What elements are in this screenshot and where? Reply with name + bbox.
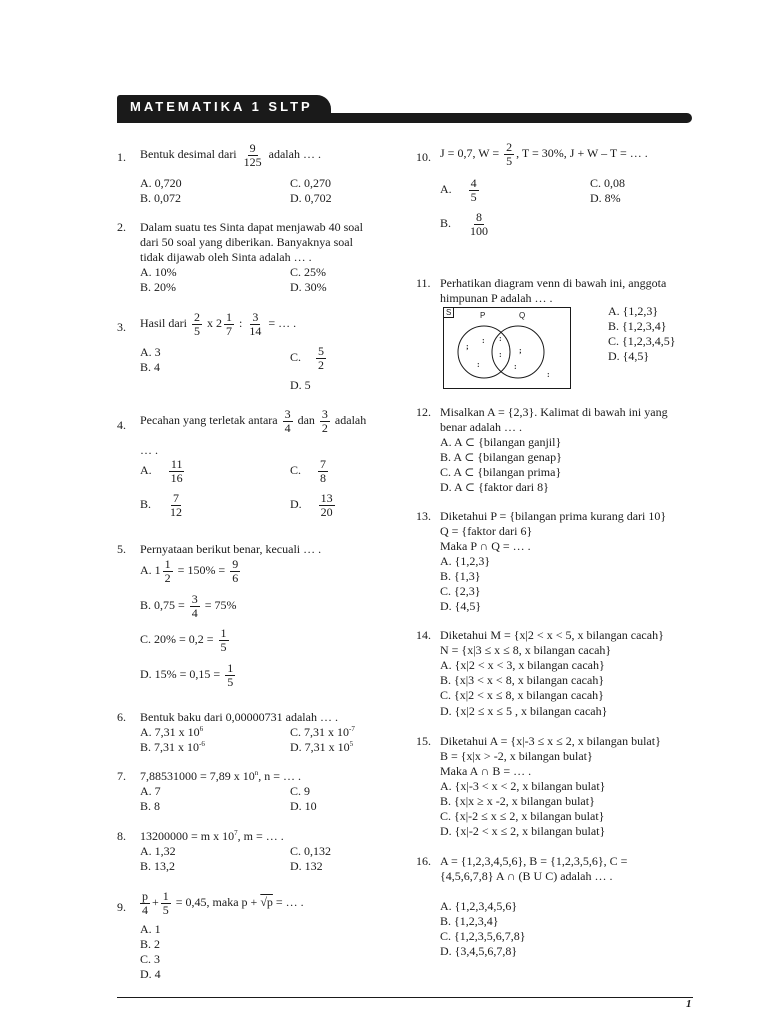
q10-option-c[interactable]: C. 0,08	[590, 176, 626, 190]
q6-option-d[interactable]	[290, 740, 353, 755]
q5-d-pre: D. 15% = 0,15 =	[140, 666, 221, 681]
q1-frac-den: 125	[243, 154, 262, 169]
q5-a-den: 2	[164, 570, 171, 585]
q8-number: 8.	[117, 829, 126, 843]
q3-option-b[interactable]: B. 4	[140, 360, 161, 374]
q9-f1-num: p	[142, 889, 148, 903]
q13-number: 13.	[416, 509, 431, 523]
q14-stem-line1: Diketahui M = {x|2 < x < 5, x bilangan cacah}	[440, 628, 664, 642]
q1-stem	[140, 142, 321, 168]
q3-times: x 2	[207, 315, 222, 330]
q5-option-d[interactable]	[140, 662, 237, 688]
q15-option-b[interactable]: B. {x|x ≥ x -2, x bilangan bulat}	[440, 794, 595, 808]
q6-a-text: A. 7,31 x 10	[140, 725, 200, 739]
header-bar	[117, 113, 692, 123]
q10-fraction	[504, 141, 514, 167]
q15-stem-line3: Maka A ∩ B = … .	[440, 764, 532, 778]
q9-plus: +	[152, 894, 159, 909]
q14-option-b[interactable]: B. {x|3 < x < 8, x bilangan cacah}	[440, 673, 605, 687]
q3-number: 3.	[117, 320, 126, 334]
q6-d-exp: 5	[349, 740, 354, 748]
q8-option-c[interactable]: C. 0,132	[290, 844, 332, 858]
q5-c-fraction	[219, 627, 229, 653]
q4-d-den: 20	[320, 504, 333, 519]
q5-b-post: = 75%	[204, 597, 237, 612]
q12-stem-line2: benar adalah … .	[440, 420, 522, 434]
q7-stem-post: , n = … .	[258, 769, 302, 783]
q1-option-a[interactable]: A. 0,720	[140, 176, 182, 190]
q3-f1-den: 5	[194, 323, 200, 338]
q5-a-den2: 6	[232, 570, 239, 585]
q6-c-exp: -7	[349, 725, 355, 733]
q10-option-b[interactable]	[440, 211, 492, 237]
venn-element: :	[499, 334, 502, 343]
q4-option-d-fraction	[319, 492, 335, 518]
q10-stem-pre: J = 0,7, W =	[440, 145, 500, 160]
q6-d-text: D. 7,31 x 10	[290, 740, 350, 754]
q9-f2-num: 1	[162, 889, 169, 903]
q8-stem	[140, 829, 284, 844]
q3-f3-num: 3	[252, 310, 259, 324]
q10-a-fraction	[469, 177, 479, 203]
q7-exp: n	[254, 769, 259, 777]
venn-element: ;	[519, 346, 522, 355]
q4-f2-num: 3	[321, 407, 328, 421]
venn-label-s: S	[446, 308, 452, 317]
q12-option-d[interactable]: D. A ⊂ {faktor dari 8}	[440, 480, 549, 494]
q6-stem: Bentuk baku dari 0,00000731 adalah … .	[140, 710, 338, 724]
q10-number: 10.	[416, 150, 431, 164]
q10-b-label: B.	[440, 215, 452, 230]
q5-a-fraction-2	[230, 558, 240, 584]
q5-c-den: 5	[220, 639, 227, 654]
q15-option-d[interactable]: D. {x|-2 < x ≤ 2, x bilangan bulat}	[440, 824, 606, 838]
q1-number: 1.	[117, 150, 126, 164]
q4-option-b-label: B.	[140, 496, 152, 511]
q5-a-num2: 9	[232, 557, 239, 571]
q5-d-num: 1	[227, 661, 234, 675]
q5-d-fraction	[225, 662, 235, 688]
q5-a-fraction-1	[163, 558, 173, 584]
q9-stem-post: = … .	[275, 894, 304, 909]
q10-b-fraction	[468, 211, 490, 237]
q4-a-den: 16	[170, 470, 183, 485]
q9-option-c[interactable]: C. 3	[140, 952, 161, 966]
q4-stem-mid: dan	[297, 412, 315, 427]
q7-stem-text: 7,88531000 = 7,89 x 10	[140, 769, 255, 783]
q10-a-den: 5	[470, 189, 477, 204]
q4-stem-pre: Pecahan yang terletak antara	[140, 412, 278, 427]
q10-stem-post: , T = 30%, J + W – T = … .	[516, 145, 648, 160]
q3-f3-den: 14	[249, 323, 262, 338]
q7-stem	[140, 769, 301, 784]
venn-element: :	[499, 350, 502, 359]
q16-option-b[interactable]: B. {1,2,3,4}	[440, 914, 499, 928]
q5-stem: Pernyataan berikut benar, kecuali … .	[140, 542, 322, 556]
q14-option-c[interactable]: C. {x|2 < x ≤ 8, x bilangan cacah}	[440, 688, 604, 702]
q12-stem-line1: Misalkan A = {2,3}. Kalimat di bawah ini yang	[440, 405, 668, 419]
q2-number: 2.	[117, 220, 126, 234]
q8-stem-post: , m = … .	[237, 829, 284, 843]
q12-number: 12.	[416, 405, 431, 419]
q7-option-d[interactable]: D. 10	[290, 799, 317, 813]
q3-option-d[interactable]: D. 5	[290, 378, 311, 392]
q9-option-b[interactable]: B. 2	[140, 937, 161, 951]
q6-option-a[interactable]	[140, 725, 203, 740]
q2-stem-line1: Dalam suatu tes Sinta dapat menjawab 40 soal	[140, 220, 363, 234]
q14-option-a[interactable]: A. {x|2 < x < 3, x bilangan cacah}	[440, 658, 605, 672]
q15-number: 15.	[416, 734, 431, 748]
q4-option-d[interactable]	[290, 492, 337, 518]
q4-option-c-label: C.	[290, 462, 302, 477]
q11-option-c[interactable]: C. {1,2,3,4,5}	[608, 334, 676, 348]
q10-option-a[interactable]	[440, 177, 481, 203]
q15-stem-line2: B = {x|x > -2, x bilangan bulat}	[440, 749, 593, 763]
q11-stem-line2: himpunan P adalah … .	[440, 291, 553, 305]
q4-a-num: 11	[170, 457, 183, 471]
q11-option-a[interactable]: A. {1,2,3}	[608, 304, 659, 318]
venn-label-q: Q	[519, 311, 526, 320]
q13-stem-line2: Q = {faktor dari 6}	[440, 524, 533, 538]
q14-number: 14.	[416, 628, 431, 642]
q6-option-b[interactable]	[140, 740, 205, 755]
q3-f2-num: 1	[226, 310, 232, 324]
q7-option-c[interactable]: C. 9	[290, 784, 311, 798]
q4-stem	[140, 408, 366, 434]
q16-option-a[interactable]: A. {1,2,3,4,5,6}	[440, 899, 518, 913]
q15-option-a[interactable]: A. {x|-3 < x < 2, x bilangan bulat}	[440, 779, 606, 793]
q5-b-pre: B. 0,75 =	[140, 597, 185, 612]
q5-a-num: 1	[164, 557, 171, 571]
q4-b-num: 7	[173, 491, 180, 505]
q16-option-d[interactable]: D. {3,4,5,6,7,8}	[440, 944, 518, 958]
q4-option-a[interactable]	[140, 458, 187, 484]
footer-rule	[117, 997, 693, 998]
q5-b-den: 4	[191, 605, 198, 620]
q4-f2-den: 2	[321, 420, 328, 435]
q3-fraction-2	[224, 311, 234, 337]
q8-option-a[interactable]: A. 1,32	[140, 844, 176, 858]
q4-option-c[interactable]	[290, 458, 330, 484]
q4-c-num: 7	[320, 457, 327, 471]
venn-element: ;	[466, 342, 469, 351]
q4-option-a-label: A.	[140, 462, 152, 477]
q11-number: 11.	[416, 276, 431, 290]
q6-c-text: C. 7,31 x 10	[290, 725, 350, 739]
q3-fraction-3	[247, 311, 263, 337]
venn-element: :	[482, 336, 485, 345]
q1-stem-pre: Bentuk desimal dari	[140, 146, 237, 161]
q7-option-b[interactable]: B. 8	[140, 799, 161, 813]
q3-stem-pre: Hasil dari	[140, 315, 187, 330]
q3-stem	[140, 311, 296, 337]
q10-a-label: A.	[440, 181, 452, 196]
q6-b-exp: -6	[199, 740, 205, 748]
q3-divide: :	[239, 315, 243, 330]
q3-c-num: 5	[318, 344, 325, 358]
q6-number: 6.	[117, 710, 126, 724]
q16-stem-line1: A = {1,2,3,4,5,6}, B = {1,2,3,5,6}, C =	[440, 854, 628, 868]
q1-stem-post: adalah … .	[268, 146, 321, 161]
q4-option-c-fraction	[318, 458, 328, 484]
q5-c-num: 1	[220, 626, 227, 640]
q4-option-b[interactable]	[140, 492, 186, 518]
q9-option-d[interactable]: D. 4	[140, 967, 161, 981]
q9-number: 9.	[117, 900, 126, 914]
q6-option-c[interactable]	[290, 725, 355, 740]
q16-option-c[interactable]: C. {1,2,3,5,6,7,8}	[440, 929, 526, 943]
q5-d-den: 5	[227, 674, 234, 689]
q4-c-den: 8	[320, 470, 327, 485]
q13-stem-line3: Maka P ∩ Q = … .	[440, 539, 531, 553]
q1-option-c[interactable]: C. 0,270	[290, 176, 332, 190]
q10-f-den: 5	[506, 153, 513, 168]
q12-option-a[interactable]: A. A ⊂ {bilangan ganjil}	[440, 435, 562, 449]
q3-option-c-fraction	[316, 345, 326, 371]
q12-option-b[interactable]: B. A ⊂ {bilangan genap}	[440, 450, 562, 464]
q2-option-c[interactable]: C. 25%	[290, 265, 326, 279]
q6-b-text: B. 7,31 x 10	[140, 740, 200, 754]
q8-exp: 7	[234, 829, 238, 837]
q2-stem-line2: dari 50 soal yang diberikan. Banyaknya soal	[140, 235, 353, 249]
q9-stem	[138, 890, 304, 916]
q13-stem-line1: Diketahui P = {bilangan prima kurang dari 10}	[440, 509, 667, 523]
page-title: MATEMATIKA 1 SLTP	[130, 99, 313, 114]
q5-c-pre: C. 20% = 0,2 =	[140, 631, 214, 646]
venn-diagram	[443, 307, 571, 389]
venn-circles	[444, 308, 570, 388]
q10-f-num: 2	[506, 140, 513, 154]
q11-option-d[interactable]: D. {4,5}	[608, 349, 650, 363]
page-number: 1	[686, 998, 692, 1010]
venn-element: :	[514, 362, 517, 371]
q4-stem-post: adalah	[334, 412, 367, 427]
q6-a-exp: 6	[199, 725, 204, 733]
q3-stem-post: = … .	[268, 315, 297, 330]
venn-element: :	[547, 370, 550, 379]
q16-number: 16.	[416, 854, 431, 868]
q1-option-b[interactable]: B. 0,072	[140, 191, 182, 205]
q7-number: 7.	[117, 769, 126, 783]
q3-f1-num: 2	[194, 310, 200, 324]
q4-number: 4.	[117, 418, 126, 432]
q4-d-num: 13	[320, 491, 333, 505]
q4-option-d-label: D.	[290, 496, 302, 511]
q11-stem-line1: Perhatikan diagram venn di bawah ini, anggota	[440, 276, 667, 290]
q15-stem-line1: Diketahui A = {x|-3 ≤ x ≤ 2, x bilangan bulat}	[440, 734, 661, 748]
q13-option-b[interactable]: B. {1,3}	[440, 569, 481, 583]
q9-sqrt: √p	[260, 894, 273, 909]
q9-fraction-2	[161, 890, 171, 916]
q3-f2-den: 7	[226, 323, 232, 338]
q13-option-d[interactable]: D. {4,5}	[440, 599, 482, 613]
q5-a-whole: A. 1	[140, 562, 161, 577]
q5-option-b[interactable]	[140, 593, 237, 619]
q8-option-b[interactable]: B. 13,2	[140, 859, 176, 873]
q12-option-c[interactable]: C. A ⊂ {bilangan prima}	[440, 465, 562, 479]
q9-f2-den: 5	[162, 902, 169, 917]
q9-option-a[interactable]: A. 1	[140, 922, 161, 936]
q3-option-a[interactable]: A. 3	[140, 345, 161, 359]
venn-element: :	[477, 360, 480, 369]
q1-frac-num: 9	[249, 141, 256, 155]
q13-option-c[interactable]: C. {2,3}	[440, 584, 481, 598]
q10-option-d[interactable]: D. 8%	[590, 191, 621, 205]
q5-option-a[interactable]	[140, 558, 242, 584]
q9-f1-den: 4	[142, 902, 148, 917]
q3-option-c[interactable]	[290, 345, 328, 371]
q4-fraction-1	[283, 408, 293, 434]
q4-f1-num: 3	[284, 407, 291, 421]
q7-option-a[interactable]: A. 7	[140, 784, 161, 798]
q9-stem-mid: = 0,45, maka p +	[175, 894, 258, 909]
q8-option-d[interactable]: D. 132	[290, 859, 323, 873]
q3-fraction-1	[192, 311, 202, 337]
q8-stem-text: 13200000 = m x 10	[140, 829, 235, 843]
q5-number: 5.	[117, 542, 126, 556]
q4-option-a-fraction	[169, 458, 185, 484]
q5-b-fraction	[190, 593, 200, 619]
q10-b-num: 8	[476, 210, 483, 224]
q2-option-a[interactable]: A. 10%	[140, 265, 177, 279]
q3-c-den: 2	[318, 357, 325, 372]
venn-label-p: P	[480, 311, 486, 320]
q11-option-b[interactable]: B. {1,2,3,4}	[608, 319, 667, 333]
q2-option-d[interactable]: D. 30%	[290, 280, 327, 294]
q1-fraction	[242, 142, 264, 168]
q14-stem-line2: N = {x|3 ≤ x ≤ 8, x bilangan cacah}	[440, 643, 612, 657]
q4-f1-den: 4	[284, 420, 291, 435]
q4-b-den: 12	[170, 504, 183, 519]
q10-a-num: 4	[470, 176, 477, 190]
q4-option-b-fraction	[168, 492, 184, 518]
q3-option-c-label: C.	[290, 349, 302, 364]
q15-option-c[interactable]: C. {x|-2 ≤ x ≤ 2, x bilangan bulat}	[440, 809, 605, 823]
q2-stem-line3: tidak dijawab oleh Sinta adalah … .	[140, 250, 312, 264]
q1-option-d[interactable]: D. 0,702	[290, 191, 332, 205]
q10-stem	[440, 141, 648, 167]
q16-stem-line2: {4,5,6,7,8} A ∩ (B U C) adalah … .	[440, 869, 613, 883]
q13-option-a[interactable]: A. {1,2,3}	[440, 554, 491, 568]
q9-fraction-1	[140, 890, 150, 916]
q4-fraction-2	[320, 408, 330, 434]
q4-stem-line2: … .	[140, 443, 158, 457]
q5-a-eq: = 150% =	[177, 562, 226, 577]
q5-b-num: 3	[191, 592, 198, 606]
q14-option-d[interactable]: D. {x|2 ≤ x ≤ 5 , x bilangan cacah}	[440, 704, 608, 718]
q2-option-b[interactable]: B. 20%	[140, 280, 176, 294]
q5-option-c[interactable]	[140, 627, 231, 653]
q10-b-den: 100	[470, 223, 489, 238]
